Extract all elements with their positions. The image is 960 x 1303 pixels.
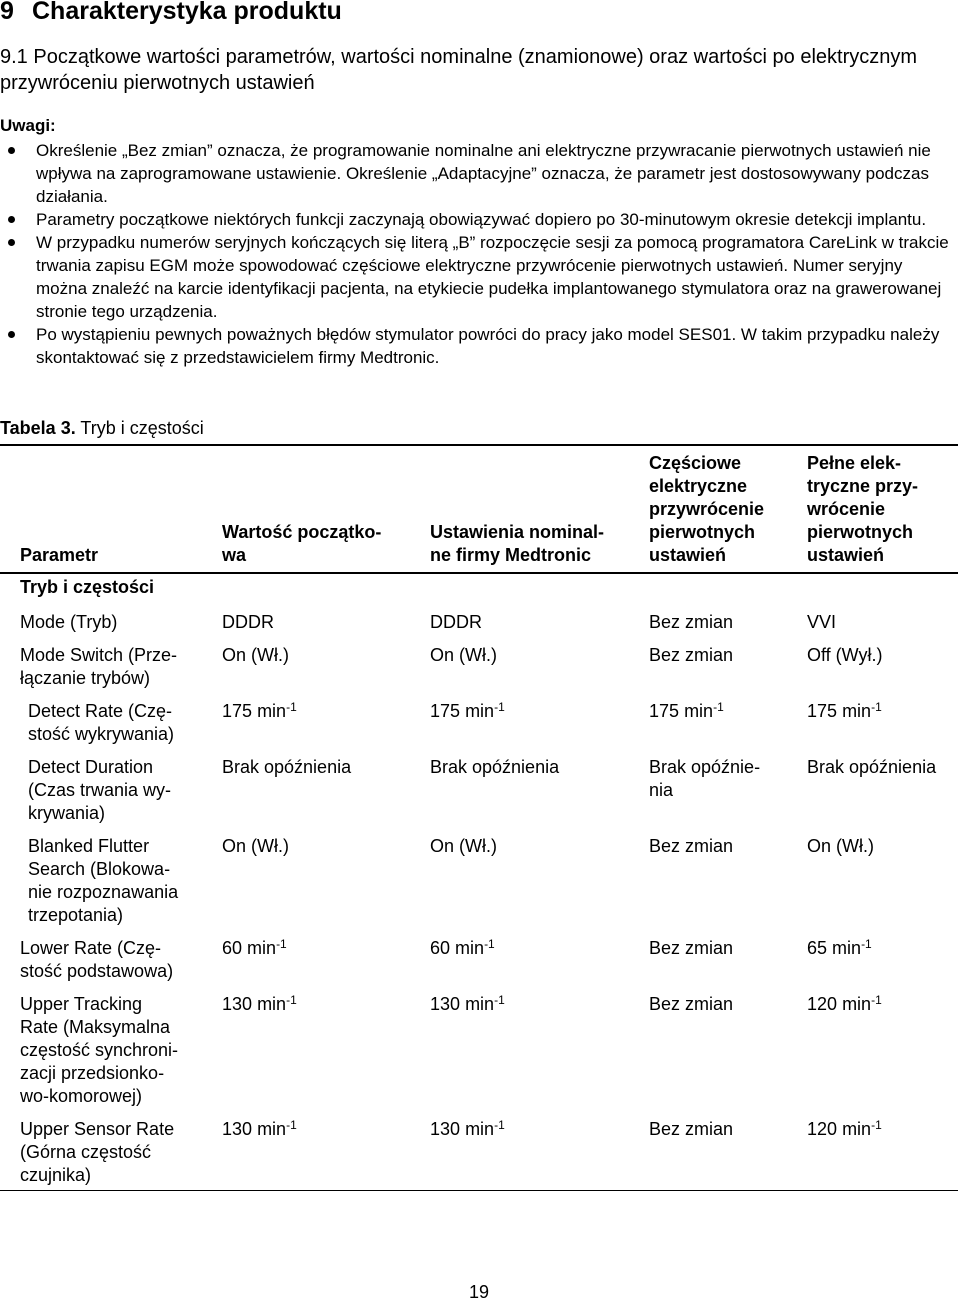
header-full: Pełne elek- tryczne przy- wrócenie pierwotnych ustawień [807,453,919,565]
cell-param: Detect Duration (Czas trwania wy- krywania) [28,757,172,823]
rate-value: 130 [222,994,253,1014]
bullet-icon [8,331,15,338]
rate-unit: min [455,938,485,958]
table-caption-label: Tabela 3. [0,418,76,438]
rate-unit: min [257,1119,287,1139]
cell-partial: Bez zmian [649,645,734,665]
rate-unit: min [842,701,872,721]
rate-unit: min [842,1119,872,1139]
cell-partial: Brak opóźnie- nia [649,757,761,800]
cell-initial [222,993,422,1016]
rate-exponent: -1 [713,700,724,714]
rate-value: 60 [222,938,243,958]
note-item [0,208,958,231]
table-bottom-rule [0,1190,958,1191]
cell-initial [222,700,422,723]
rate-unit: min [257,701,287,721]
rate-unit: min [465,994,495,1014]
rate-value: 130 [430,1119,461,1139]
cell-partial: Bez zmian [649,938,734,958]
cell-initial: On (Wł.) [222,645,289,665]
cell-param: Upper Tracking Rate (Maksymalna częstość synchroni- zacji przedsionko- wo-komorowej) [20,994,179,1106]
cell-initial: On (Wł.) [222,836,289,856]
cell-initial: DDDR [222,612,274,632]
notes-list [0,139,958,369]
note-text: W przypadku numerów seryjnych kończących się literą „B” rozpoczęcie sesji za pomocą programatora CareLink w trakcie trwania zapisu EGM może spowodować częściowe elektryczne przywrócenie pierwotnych ustawień. Numer seryjny można znaleźć na karcie identyfikacji pacjenta, na etykiecie pudełka implantowanego stymulatora oraz na grawerowanej stronie tego urządzenia. [36,233,949,321]
bullet-icon [8,147,15,154]
rate-exponent: -1 [494,700,505,714]
note-item [0,139,958,208]
rate-exponent: -1 [494,1118,505,1132]
cell-full: Off (Wył.) [807,645,883,665]
chapter-heading [0,0,342,26]
rate-unit: min [257,994,287,1014]
cell-param: Mode (Tryb) [20,612,118,632]
rate-value: 175 [807,701,838,721]
note-text: Parametry początkowe niektórych funkcji zaczynają obowiązywać dopiero po 30-minutowym okresie detekcji implantu. [36,210,927,229]
cell-full [807,700,957,723]
header-bottom-rule [0,572,958,574]
table-caption-text: Tryb i częstości [80,418,204,438]
rate-value: 120 [807,1119,838,1139]
rate-value: 175 [222,701,253,721]
chapter-number: 9 [0,0,14,25]
rate-unit: min [684,701,714,721]
cell-partial: Bez zmian [649,836,734,856]
cell-full: On (Wł.) [807,836,874,856]
rate-exponent: -1 [861,937,872,951]
cell-nominal [430,1118,640,1141]
cell-param: Blanked Flutter Search (Blokowa- nie rozpoznawania trzepotania) [28,836,179,925]
rate-exponent: -1 [276,937,287,951]
rate-exponent: -1 [871,993,882,1007]
header-nominal: Ustawienia nominal- ne firmy Medtronic [430,522,605,565]
header-partial: Częściowe elektryczne przywrócenie pierwotnych ustawień [649,453,765,565]
bullet-icon [8,239,15,246]
rate-exponent: -1 [286,1118,297,1132]
rate-value: 60 [430,938,451,958]
chapter-title: Charakterystyka produktu [32,0,342,25]
rate-exponent: -1 [484,937,495,951]
rate-value: 175 [430,701,461,721]
cell-param: Detect Rate (Czę- stość wykrywania) [28,701,175,744]
rate-value: 130 [222,1119,253,1139]
rate-exponent: -1 [871,700,882,714]
cell-nominal: DDDR [430,612,482,632]
bullet-icon [8,216,15,223]
rate-exponent: -1 [286,993,297,1007]
table-section-label: Tryb i częstości [20,577,155,597]
cell-nominal [430,700,640,723]
cell-nominal [430,937,640,960]
rate-value: 175 [649,701,680,721]
cell-full [807,1118,957,1141]
rate-unit: min [465,1119,495,1139]
notes-title: Uwagi: [0,116,56,135]
page-number: 19 [468,1282,490,1302]
cell-partial: Bez zmian [649,994,734,1014]
cell-param: Lower Rate (Czę- stość podstawowa) [20,938,174,981]
rate-exponent: -1 [286,700,297,714]
cell-initial: Brak opóźnienia [222,757,352,777]
cell-initial [222,1118,422,1141]
note-text: Po wystąpieniu pewnych poważnych błędów stymulator powróci do pracy jako model SES01. W takim przypadku należy skontaktować się z przedstawicielem firmy Medtronic. [36,325,940,367]
cell-nominal: On (Wł.) [430,836,497,856]
cell-param: Mode Switch (Prze- łączanie trybów) [20,645,178,688]
rate-value: 65 [807,938,828,958]
cell-param: Upper Sensor Rate (Górna częstość czujnika) [20,1119,175,1185]
rate-exponent: -1 [871,1118,882,1132]
header-parametr: Parametr [20,545,99,565]
rate-unit: min [842,994,872,1014]
cell-nominal: Brak opóźnienia [430,757,560,777]
cell-partial: Bez zmian [649,612,734,632]
note-text: Określenie „Bez zmian” oznacza, że programowanie nominalne ani elektryczne przywracanie pierwotnych ustawień nie wpływa na zaprogramowane ustawienie. Określenie „Adaptacyjne” oznacza, że parametr jest dostosowywany podczas działania. [36,141,931,206]
table-caption [0,418,204,439]
cell-full: VVI [807,612,837,632]
rate-exponent: -1 [494,993,505,1007]
note-item [0,323,958,369]
cell-partial: Bez zmian [649,1119,734,1139]
cell-nominal [430,993,640,1016]
cell-nominal: On (Wł.) [430,645,497,665]
rate-unit: min [247,938,277,958]
section-title: 9.1 Początkowe wartości parametrów, wartości nominalne (znamionowe) oraz wartości po elektrycznym przywróceniu pierwotnych ustawień [0,46,918,94]
cell-partial [649,700,799,723]
rate-value: 130 [430,994,461,1014]
note-item [0,231,958,323]
cell-full: Brak opóźnienia [807,757,937,777]
header-initial: Wartość początko- wa [222,522,382,565]
rate-unit: min [832,938,862,958]
rate-value: 120 [807,994,838,1014]
table-top-rule [0,444,958,446]
rate-unit: min [465,701,495,721]
cell-full [807,993,957,1016]
cell-full [807,937,957,960]
cell-initial [222,937,422,960]
